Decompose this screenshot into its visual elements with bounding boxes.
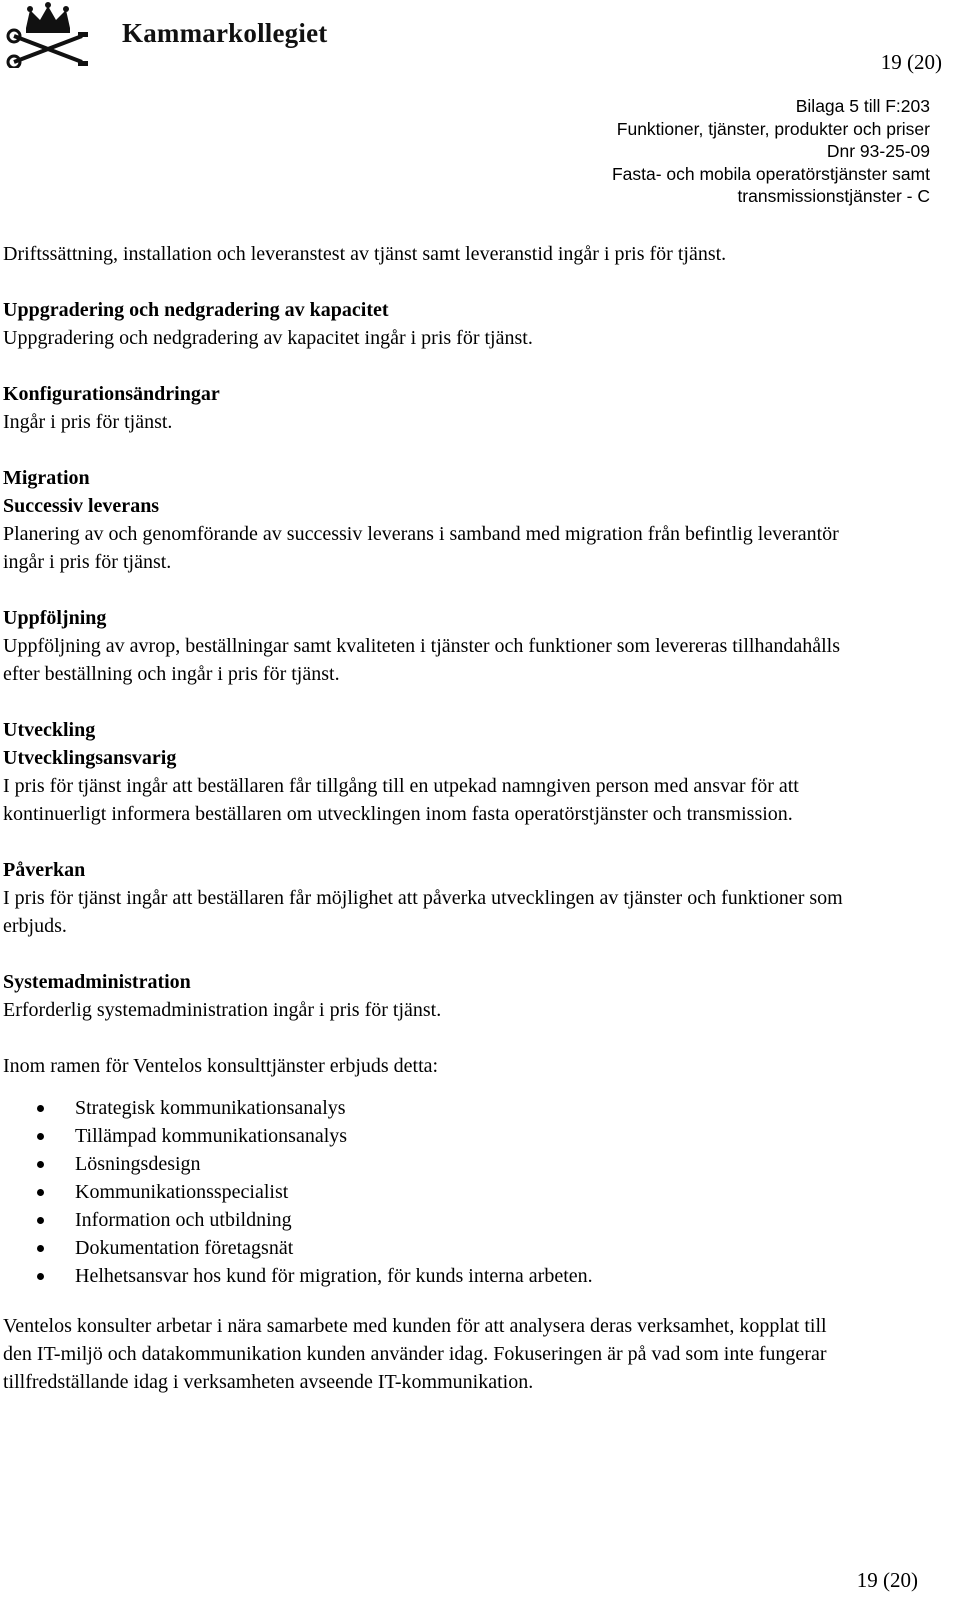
bullet-icon <box>37 1133 44 1140</box>
bullet-icon <box>37 1161 44 1168</box>
list-item-text: Tillämpad kommunikationsanalys <box>75 1125 348 1147</box>
logo-wordmark: Kammarkollegiet <box>122 18 328 48</box>
list-item-text: Lösningsdesign <box>75 1153 201 1175</box>
paragraph-paverkan: I pris för tjänst ingår att beställaren får möjlighet att påverka utvecklingen av tjänster och funktioner som erbjuds. <box>3 887 843 937</box>
heading-migration: Migration <box>3 467 90 489</box>
bullet-icon <box>37 1273 44 1280</box>
paragraph-utveckling: I pris för tjänst ingår att beställaren får tillgång till en utpekad namngiven person med ansvar för att kontinuerligt informera beställaren om utvecklingen inom fasta operatörstjänster och transmission. <box>3 775 799 825</box>
page-number-bottom: 19 (20) <box>856 1568 918 1592</box>
paragraph-konsult-closing: Ventelos konsulter arbetar i nära samarbete med kunden för att analysera deras verksamhet, kopplat till den IT-miljö och datakommunikation kunden använder idag. Fokuseringen är på vad som inte fungerar tillfredställande idag i verksamheten avseende IT-kommunikation. <box>3 1315 827 1393</box>
section-konfiguration <box>3 380 853 436</box>
paragraph-konsult-intro: Inom ramen för Ventelos konsulttjänster erbjuds detta: <box>3 1055 439 1077</box>
bullet-icon <box>37 1105 44 1112</box>
header-line-appendix: Bilaga 5 till F:203 <box>795 96 930 116</box>
paragraph-systemadministration: Erforderlig systemadministration ingår i pris för tjänst. <box>3 999 442 1021</box>
list-item-text: Kommunikationsspecialist <box>75 1181 289 1203</box>
bullet-icon <box>37 1217 44 1224</box>
heading-systemadministration: Systemadministration <box>3 971 191 993</box>
heading-uppfoljning: Uppföljning <box>3 607 107 629</box>
header-line-subject-2: transmissionstjänster - C <box>737 186 930 206</box>
list-item <box>3 1206 853 1234</box>
konsult-services-list <box>3 1094 853 1290</box>
list-item <box>3 1178 853 1206</box>
document-body <box>3 240 853 1424</box>
section-migration <box>3 464 853 576</box>
paragraph-migration: Planering av och genomförande av successiv leverans i samband med migration från befintlig leverantör ingår i pris för tjänst. <box>3 523 839 573</box>
paragraph-uppgradering: Uppgradering och nedgradering av kapacitet ingår i pris för tjänst. <box>3 327 533 349</box>
list-item-text: Dokumentation företagsnät <box>75 1237 294 1259</box>
document-header <box>612 95 930 208</box>
section-systemadministration <box>3 968 853 1024</box>
kammarkollegiet-logo <box>4 0 340 68</box>
section-uppfoljning <box>3 604 853 688</box>
list-item <box>3 1122 853 1150</box>
heading-utveckling: Utveckling <box>3 719 96 741</box>
section-uppgradering <box>3 296 853 352</box>
list-item-text: Information och utbildning <box>75 1209 292 1231</box>
bullet-icon <box>37 1245 44 1252</box>
heading-konfiguration: Konfigurationsändringar <box>3 383 220 405</box>
list-item <box>3 1150 853 1178</box>
section-paverkan <box>3 856 853 940</box>
crown-emblem-icon <box>4 0 116 68</box>
heading-uppgradering: Uppgradering och nedgradering av kapacitet <box>3 299 389 321</box>
list-item <box>3 1262 853 1290</box>
subheading-successiv-leverans: Successiv leverans <box>3 495 160 517</box>
header-line-dnr: Dnr 93-25-09 <box>826 141 930 161</box>
list-item-text: Helhetsansvar hos kund för migration, för kunds interna arbeten. <box>75 1265 593 1287</box>
section-utveckling <box>3 716 853 828</box>
list-item <box>3 1234 853 1262</box>
list-item-text: Strategisk kommunikationsanalys <box>75 1097 346 1119</box>
subheading-utvecklingsansvarig: Utvecklingsansvarig <box>3 747 177 769</box>
bullet-icon <box>37 1189 44 1196</box>
header-line-title: Funktioner, tjänster, produkter och priser <box>616 118 930 139</box>
paragraph-driftssattning: Driftssättning, installation och leveranstest av tjänst samt leveranstid ingår i pris för tjänst. <box>3 243 727 265</box>
header-line-subject-1: Fasta- och mobila operatörstjänster samt <box>611 163 930 184</box>
paragraph-konfiguration: Ingår i pris för tjänst. <box>3 411 173 433</box>
heading-paverkan: Påverkan <box>3 859 86 881</box>
list-item <box>3 1094 853 1122</box>
paragraph-uppfoljning: Uppföljning av avrop, beställningar samt kvaliteten i tjänster och funktioner som levereras tillhandahålls efter beställning och ingår i pris för tjänst. <box>3 635 840 685</box>
page-number-top: 19 (20) <box>880 50 942 74</box>
